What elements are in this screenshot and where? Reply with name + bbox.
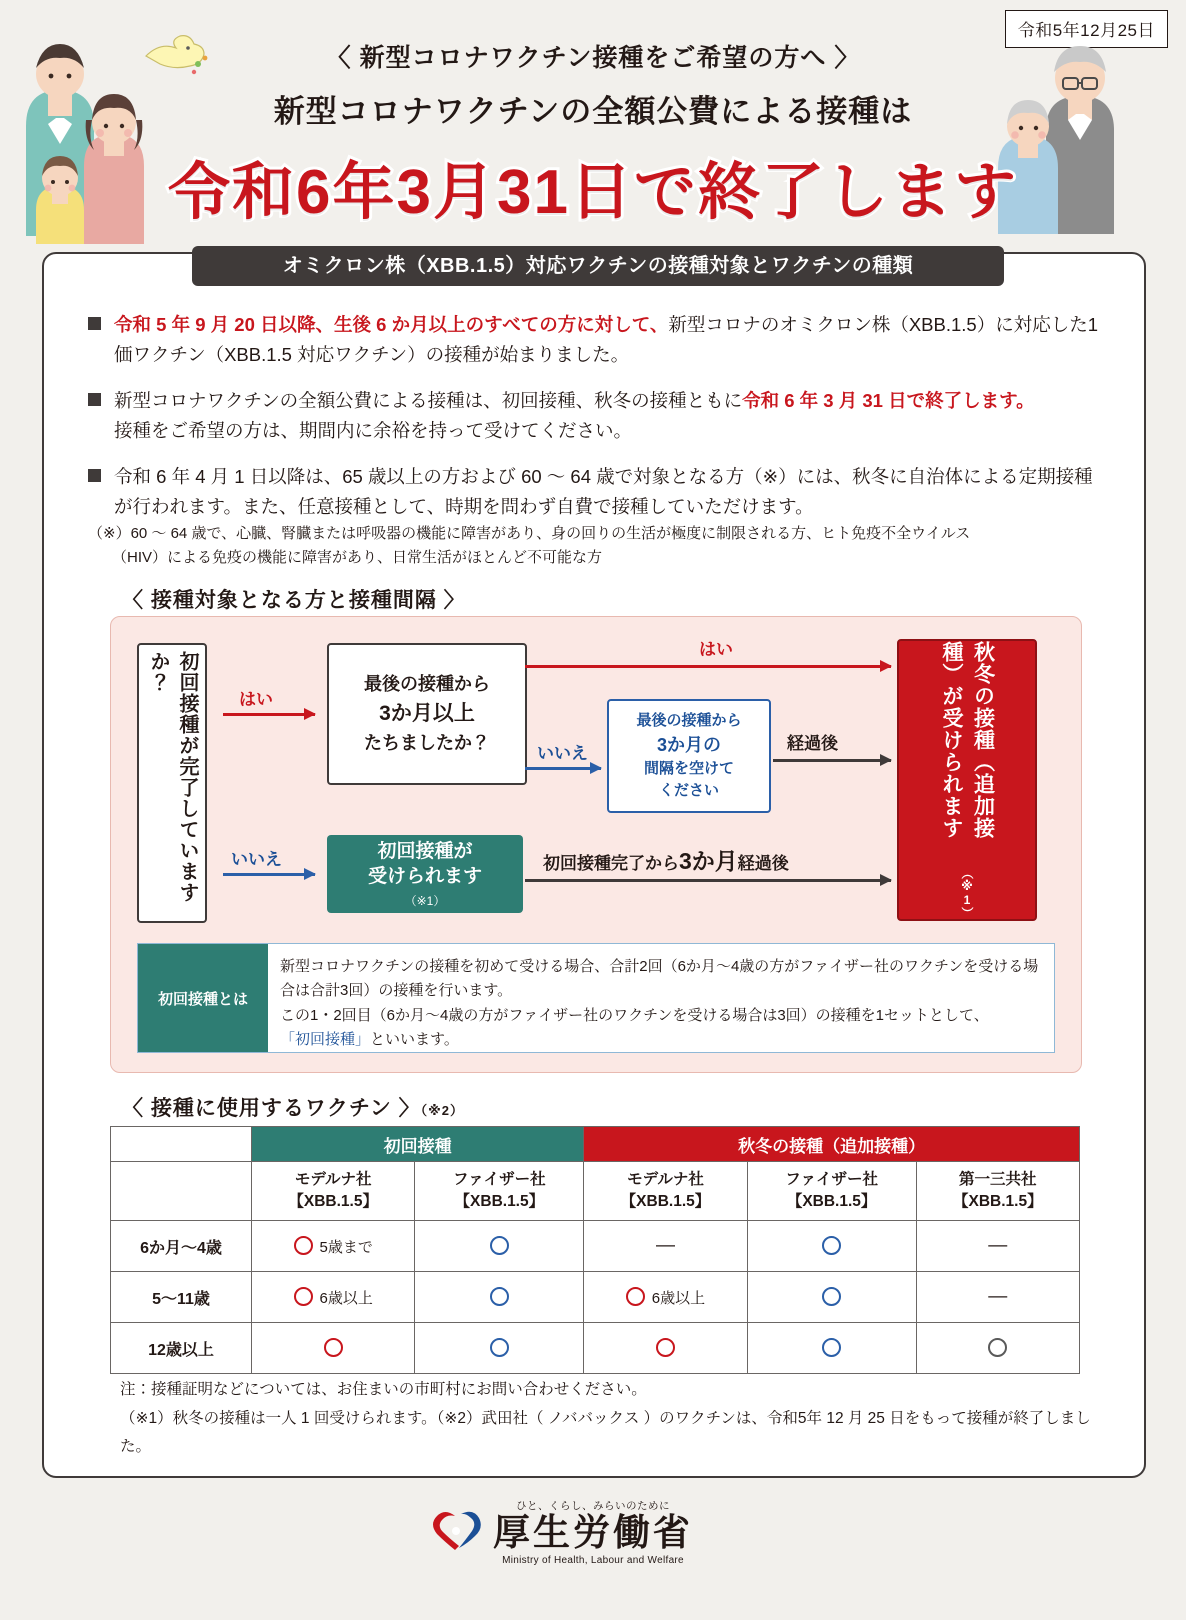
table-column-header-row (111, 1162, 1080, 1221)
cell-1-2-text: 6歳以上 (651, 1289, 706, 1307)
col-1-l1: ファイザー社 (452, 1171, 546, 1189)
row-label-2: 12歳以上 (111, 1323, 252, 1374)
circle-red-icon (626, 1287, 645, 1306)
table-heading-text: 〈 接種に使用するワクチン 〉 (122, 1097, 421, 1120)
flow-red-note: （※1） (960, 867, 974, 919)
ministry-mark-icon (431, 1506, 481, 1556)
definition-line1: 新型コロナワクチンの接種を初めて受ける場合、合計2回（6か月〜4歳の方がファイザー社のワクチンを (280, 958, 979, 975)
flow-label-bottom-big: 3か月 (679, 848, 738, 874)
cell-2-0 (252, 1323, 415, 1374)
ministry-name: 厚生労働省 (493, 1512, 693, 1553)
initial-vaccination-definition (137, 943, 1055, 1053)
row-label-0: 6か月〜4歳 (111, 1221, 252, 1272)
ministry-name-english: Ministry of Health, Labour and Welfare (502, 1554, 684, 1566)
flow-blue-l3: 間隔を空けて (643, 760, 734, 778)
col-4-l1: 第一三共社 (959, 1171, 1037, 1189)
bullet-1-red: 令和 5 年 9 月 20 日以降、生後 6 か月以上のすべての方に対して、 (114, 314, 669, 335)
col-0-l1: モデルナ社 (294, 1171, 372, 1189)
flow-green-l1: 初回接種が (377, 840, 473, 862)
main-card (42, 252, 1146, 1478)
footnote-line-2: （※1）秋冬の接種は一人 1 回受けられます。（※2）武田社（ ノババックス ）のワクチンは、令和5年 12 月 25 日をもって接種が終了しました。 (120, 1409, 1091, 1456)
flow-q2-line3: たちましたか？ (364, 732, 490, 753)
bullet-3-text: 令和 6 年 4 月 1 日以降は、65 歳以上の方および 60 〜 64 歳で対象となる方（※）には、秋冬に自治体による定期接種が行われます。また、任意接種として、時期を問わず自費で接種していただけます。 (114, 465, 1093, 517)
bullet-square-icon (88, 469, 101, 482)
cell-0-3 (747, 1221, 916, 1272)
table-corner-blank (111, 1127, 252, 1162)
flow-red-result-box (897, 639, 1037, 921)
header (0, 24, 1186, 227)
col-1-l2: 【XBB.1.5】 (454, 1193, 545, 1210)
definition-line4-blue: 「初回接種」 (280, 1030, 371, 1048)
dash-icon: — (988, 1286, 1008, 1307)
flow-label-no-2: いいえ (537, 744, 588, 763)
flow-green-l2: 受けられます (367, 866, 482, 888)
asterisk-note (88, 522, 1098, 570)
bullet-list (88, 310, 1098, 538)
circle-blue-icon (822, 1338, 841, 1357)
table-heading (122, 1092, 464, 1122)
circle-blue-icon (490, 1236, 509, 1255)
table-row (111, 1221, 1080, 1272)
cell-2-2 (584, 1323, 747, 1374)
flow-arrow-no-1 (223, 873, 315, 876)
footnotes (120, 1376, 1120, 1462)
cell-2-3 (747, 1323, 916, 1374)
col-2-l1: モデルナ社 (627, 1171, 704, 1189)
cell-1-4 (916, 1272, 1079, 1323)
ministry-tagline: ひと、くらし、みらいのために (516, 1500, 670, 1512)
table-col-moderna-initial (252, 1162, 415, 1221)
flow-green-note: （※1） (404, 894, 446, 909)
flow-blue-interval-box (607, 699, 771, 813)
flow-heading: 〈 接種対象となる方と接種間隔 〉 (122, 589, 466, 612)
circle-blue-icon (822, 1287, 841, 1306)
flow-label-bottom-post: 経過後 (737, 854, 789, 873)
circle-red-icon (294, 1287, 313, 1306)
cell-0-1 (415, 1221, 584, 1272)
bullet-square-icon (88, 317, 101, 330)
flow-label-bottom-pre: 初回接種完了から (543, 854, 679, 873)
flow-q2-line1: 最後の接種から (364, 674, 490, 695)
asterisk-note-line1: （※）60 〜 64 歳で、心臓、腎臓または呼吸器の機能に障害があり、身の回りの生活が極度に制限される方、ヒト免疫不全ウイルス (88, 525, 971, 542)
bullet-2-pre: 新型コロナワクチンの全額公費による接種は、初回接種、秋冬の接種ともに (114, 389, 743, 411)
definition-line3: この1・2回目（6か月〜4歳の方がファイザー社のワクチンを受ける場合は3回）の接種を1セットとして、 (280, 1006, 989, 1024)
flow-label-after-1: 経過後 (787, 734, 838, 753)
circle-red-icon (294, 1236, 313, 1255)
flow-diagram (110, 616, 1082, 1073)
flow-arrow-bottom (525, 879, 891, 882)
table-heading-sup: （※2） (420, 1103, 464, 1118)
cell-0-0-text: 5歳まで (319, 1238, 373, 1256)
date-badge: 令和5年12月25日 (1005, 10, 1168, 48)
flow-question-3months (327, 643, 527, 785)
bullet-2-red: 令和 6 年 3 月 31 日で終了します。 (742, 389, 1035, 411)
cell-2-1 (415, 1323, 584, 1374)
circle-red-icon (324, 1338, 343, 1357)
bullet-item-2 (88, 386, 1098, 446)
flow-blue-l4: ください (658, 781, 719, 799)
col-3-l1: ファイザー社 (785, 1171, 878, 1189)
section-title-banner: オミクロン株（XBB.1.5）対応ワクチンの接種対象とワクチンの種類 (192, 246, 1004, 286)
flow-question-initial: 初回接種が完了していますか？ (137, 643, 207, 923)
definition-text (268, 944, 1054, 1052)
flow-label-bottom (543, 843, 789, 876)
header-main-title: 令和6年3月31日で終了します (168, 158, 1018, 227)
flow-q2-line2: 3か月以上 (379, 702, 475, 726)
flow-arrow-after-1 (773, 759, 891, 762)
flow-blue-l1: 最後の接種から (636, 712, 742, 730)
flow-green-initial-box (327, 835, 523, 913)
flow-red-text: 秋冬の接種（追加接種）が受けられます (940, 641, 995, 839)
bullet-item-3 (88, 462, 1098, 522)
table-col-daiichi-autumn (916, 1162, 1079, 1221)
col-3-l2: 【XBB.1.5】 (786, 1193, 877, 1210)
table-col-pfizer-initial (415, 1162, 584, 1221)
header-kicker: 〈 新型コロナワクチン接種をご希望の方へ 〉 (325, 44, 861, 72)
circle-gray-icon (988, 1338, 1007, 1357)
circle-red-icon (656, 1338, 675, 1357)
cell-0-2 (584, 1221, 747, 1272)
cell-0-4 (916, 1221, 1079, 1272)
definition-line2: 受ける場合は合計3回）の接種を行います。 (280, 958, 1039, 1000)
table-row (111, 1272, 1080, 1323)
bullet-item-1 (88, 310, 1098, 370)
dash-icon: — (655, 1235, 675, 1256)
table-group-header-row (111, 1127, 1080, 1162)
header-subline: 新型コロナワクチンの全額公費による接種は (273, 94, 913, 129)
cell-1-0-text: 6歳以上 (319, 1289, 373, 1307)
definition-line4-rest: といいます。 (370, 1030, 459, 1048)
flow-label-yes-1: はい (239, 690, 273, 709)
ministry-logo-inner (493, 1498, 693, 1566)
cell-1-3 (747, 1272, 916, 1323)
flow-blue-l2: 3か月の (656, 735, 721, 756)
cell-1-0 (252, 1272, 415, 1323)
ministry-logo (0, 1498, 1186, 1568)
cell-1-1 (415, 1272, 584, 1323)
circle-blue-icon (490, 1287, 509, 1306)
col-4-l2: 【XBB.1.5】 (952, 1193, 1043, 1210)
bullet-1-rest: 新型コロナのオミクロン株（XBB.1.5）に対応した1価ワクチン（XBB.1.5 対応ワクチン）の接種が始まりました。 (114, 314, 1098, 365)
definition-label: 初回接種とは (138, 944, 268, 1052)
flow-label-no-1: いいえ (231, 850, 282, 869)
circle-blue-icon (490, 1338, 509, 1357)
col-0-l2: 【XBB.1.5】 (288, 1193, 378, 1210)
row-label-1: 5〜11歳 (111, 1272, 252, 1323)
cell-0-0 (252, 1221, 415, 1272)
col-2-l2: 【XBB.1.5】 (620, 1193, 711, 1210)
vaccine-table (110, 1126, 1080, 1374)
flow-arrow-yes-top (525, 665, 891, 668)
flow-arrow-no-2 (525, 767, 601, 770)
dash-icon: — (988, 1235, 1008, 1256)
table-col-pfizer-autumn (747, 1162, 916, 1221)
footnote-line-1: 注：接種証明などについては、お住まいの市町村にお問い合わせください。 (120, 1381, 647, 1398)
flow-arrow-yes-1 (223, 713, 315, 716)
bullet-2-post: 接種をご希望の方は、期間内に余裕を持って受けてください。 (114, 419, 633, 441)
table-group-autumn: 秋冬の接種（追加接種） (584, 1127, 1080, 1162)
table-row (111, 1323, 1080, 1374)
cell-1-2 (584, 1272, 747, 1323)
table-group-initial: 初回接種 (252, 1127, 584, 1162)
cell-2-4 (916, 1323, 1079, 1374)
table-corner-blank-2 (111, 1162, 252, 1221)
bullet-square-icon (88, 393, 101, 406)
circle-blue-icon (822, 1236, 841, 1255)
table-col-moderna-autumn (584, 1162, 747, 1221)
flow-label-yes-top: はい (699, 640, 733, 659)
asterisk-note-line2: （HIV）による免疫の機能に障害があり、日常生活がほとんど不可能な方 (112, 549, 603, 566)
